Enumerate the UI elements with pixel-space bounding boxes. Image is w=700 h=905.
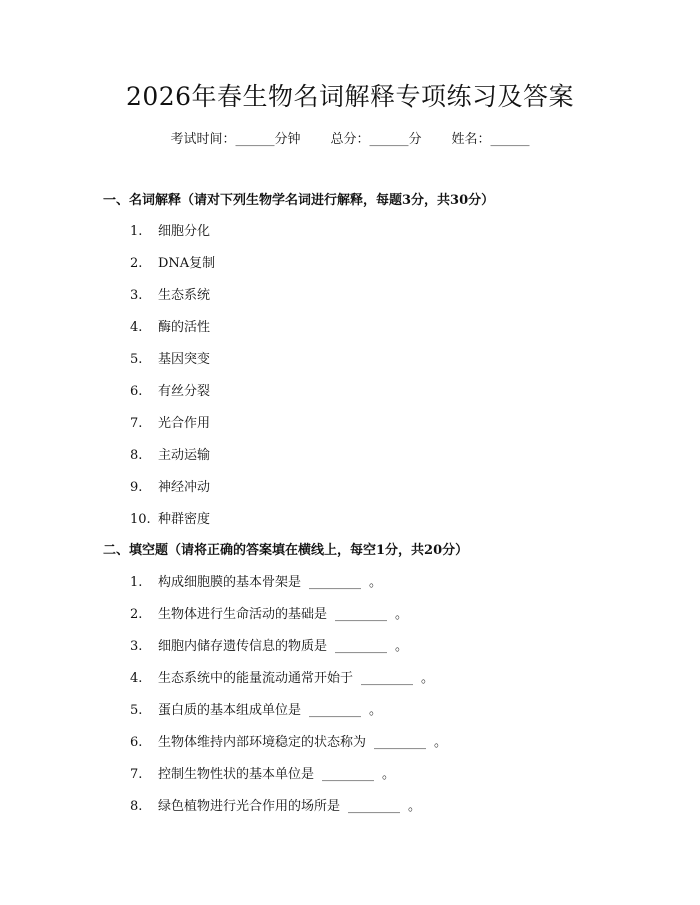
answer-blank[interactable]: ________	[309, 575, 362, 590]
term-text: 主动运输	[158, 448, 211, 463]
term-text: 酶的活性	[158, 320, 211, 335]
exam-info-line	[0, 130, 700, 150]
answer-blank[interactable]: ________	[322, 767, 375, 782]
end-mark: 。	[369, 575, 383, 590]
term-item	[130, 222, 210, 242]
fill-blank-item	[130, 765, 395, 785]
term-item	[130, 446, 210, 466]
end-mark: 。	[408, 799, 422, 814]
term-item	[130, 350, 210, 370]
item-number: 5.	[130, 703, 143, 718]
term-item	[130, 510, 210, 530]
item-number: 8.	[130, 799, 143, 814]
page-title: 2026年春生物名词解释专项练习及答案	[125, 82, 575, 111]
section-2-title: 二、填空题（请将正确的答案填在横线上，每空1分，共20分）	[103, 543, 469, 558]
answer-blank[interactable]: ________	[361, 671, 414, 686]
question-text: 细胞内储存遗传信息的物质是	[158, 639, 328, 654]
question-text: 构成细胞膜的基本骨架是	[158, 575, 302, 590]
item-number: 2.	[130, 256, 143, 271]
term-text: 有丝分裂	[158, 384, 211, 399]
item-number: 10.	[130, 512, 151, 527]
item-number: 8.	[130, 448, 143, 463]
term-text: 基因突变	[158, 352, 211, 367]
question-text: 绿色植物进行光合作用的场所是	[158, 799, 341, 814]
item-number: 7.	[130, 767, 143, 782]
item-number: 4.	[130, 671, 143, 686]
term-item	[130, 318, 210, 338]
end-mark: 。	[434, 735, 448, 750]
fill-blank-item	[130, 733, 447, 753]
term-text: 细胞分化	[158, 224, 211, 239]
term-text: 生态系统	[158, 288, 211, 303]
answer-blank[interactable]: ________	[374, 735, 427, 750]
end-mark: 。	[395, 607, 409, 622]
item-number: 6.	[130, 384, 143, 399]
end-mark: 。	[369, 703, 383, 718]
term-item	[130, 286, 210, 306]
term-text: 种群密度	[158, 512, 211, 527]
end-mark: 。	[395, 639, 409, 654]
fill-blank-item	[130, 669, 434, 689]
item-number: 9.	[130, 480, 143, 495]
item-number: 6.	[130, 735, 143, 750]
exam-time-field: 考试时间：______分钟	[170, 132, 301, 147]
total-score-field: 总分：______分	[330, 132, 422, 147]
item-number: 1.	[130, 575, 143, 590]
item-number: 3.	[130, 288, 143, 303]
fill-blank-item	[130, 605, 408, 625]
question-text: 控制生物性状的基本单位是	[158, 767, 315, 782]
term-item	[130, 478, 210, 498]
term-item	[130, 382, 210, 402]
question-text: 生态系统中的能量流动通常开始于	[158, 671, 354, 686]
fill-blank-item	[130, 701, 382, 721]
item-number: 4.	[130, 320, 143, 335]
answer-blank[interactable]: ________	[335, 607, 388, 622]
term-text: DNA复制	[158, 256, 216, 271]
answer-blank[interactable]: ________	[335, 639, 388, 654]
term-item	[130, 414, 210, 434]
item-number: 7.	[130, 416, 143, 431]
answer-blank[interactable]: ________	[309, 703, 362, 718]
item-number: 2.	[130, 607, 143, 622]
term-text: 光合作用	[158, 416, 211, 431]
item-number: 5.	[130, 352, 143, 367]
item-number: 3.	[130, 639, 143, 654]
question-text: 蛋白质的基本组成单位是	[158, 703, 302, 718]
section-1-title: 一、名词解释（请对下列生物学名词进行解释，每题3分，共30分）	[103, 193, 495, 208]
question-text: 生物体维持内部环境稳定的状态称为	[158, 735, 367, 750]
end-mark: 。	[382, 767, 396, 782]
fill-blank-item	[130, 637, 408, 657]
fill-blank-item	[130, 573, 382, 593]
answer-blank[interactable]: ________	[348, 799, 401, 814]
question-text: 生物体进行生命活动的基础是	[158, 607, 328, 622]
end-mark: 。	[421, 671, 435, 686]
fill-blank-item	[130, 797, 421, 817]
term-text: 神经冲动	[158, 480, 211, 495]
term-item	[130, 254, 215, 274]
student-name-field: 姓名：______	[451, 132, 530, 147]
item-number: 1.	[130, 224, 143, 239]
